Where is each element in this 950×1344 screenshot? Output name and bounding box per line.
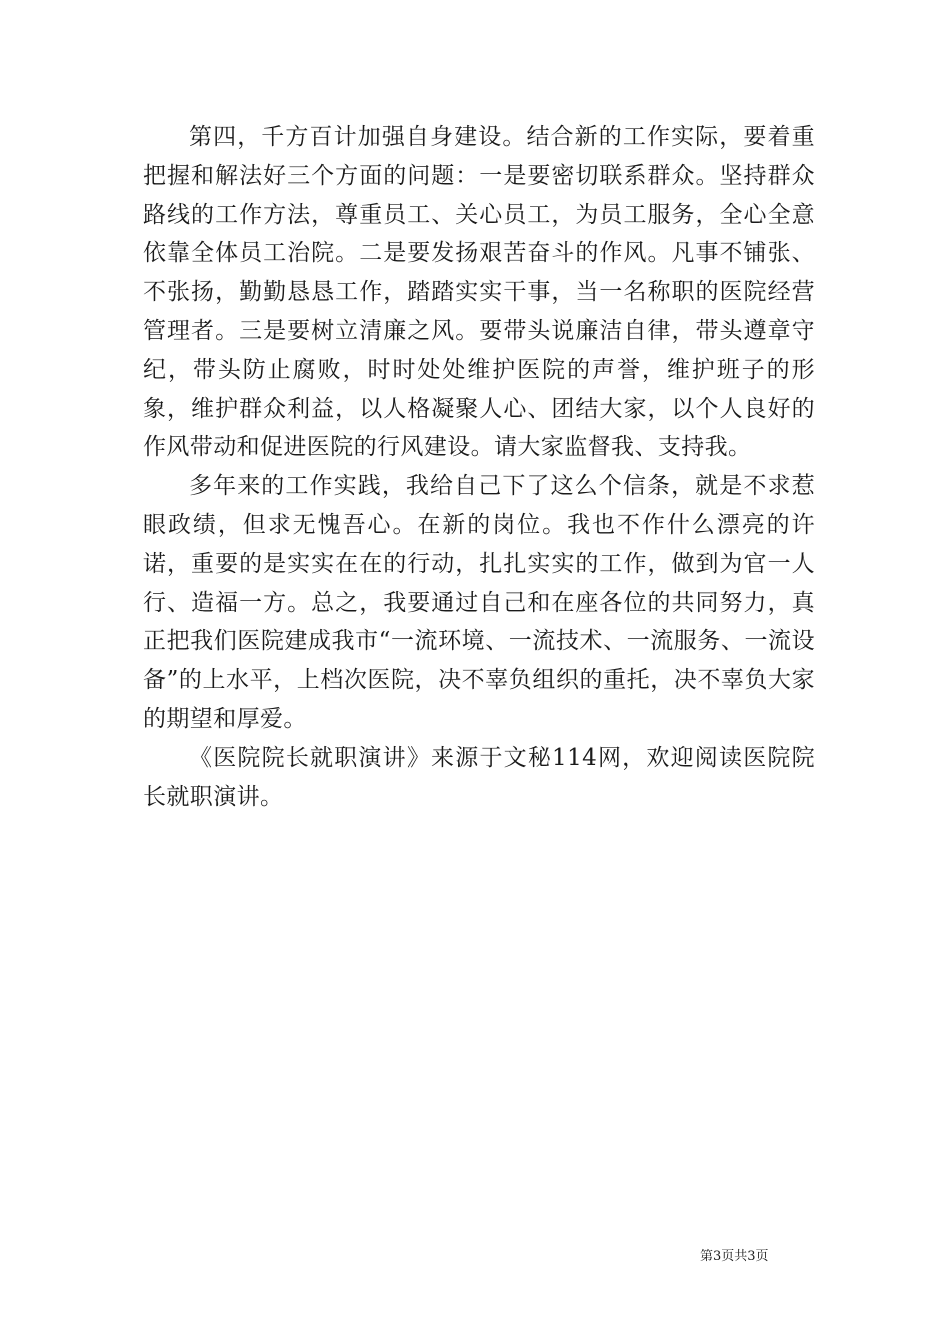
paragraph-source-note: 《医院院长就职演讲》来源于文秘114网，欢迎阅读医院院长就职演讲。 xyxy=(143,744,815,810)
paragraph-work-creed: 多年来的工作实践，我给自己下了这么个信条，就是不求惹眼政绩，但求无愧吾心。在新的岗位。我也不作什么漂亮的许诺，重要的是实实在在的行动，扎扎实实的工作，做到为官一人行、造福一方。总之，我要通过自己和在座各位的共同努力，真正把我们医院建成我市“一流环境、一流技术、一流服务、一流设备”的上水平，上档次医院，决不辜负组织的重托，决不辜负大家的期望和厚爱。 xyxy=(143,473,815,732)
page-number-footer: 第3页共3页 xyxy=(700,1249,769,1264)
document-body xyxy=(143,118,815,816)
paragraph-self-construction: 第四，千方百计加强自身建设。结合新的工作实际，要着重把握和解法好三个方面的问题：一是要密切联系群众。坚持群众路线的工作方法，尊重员工、关心员工，为员工服务，全心全意依靠全体员工治院。二是要发扬艰苦奋斗的作风。凡事不铺张、不张扬，勤勤恳恳工作，踏踏实实干事，当一名称职的医院经营管理者。三是要树立清廉之风。要带头说廉洁自律，带头遵章守纪，带头防止腐败，时时处处维护医院的声誉，维护班子的形象，维护群众利益，以人格凝聚人心、团结大家，以个人良好的作风带动和促进医院的行风建设。请大家监督我、支持我。 xyxy=(143,124,815,461)
